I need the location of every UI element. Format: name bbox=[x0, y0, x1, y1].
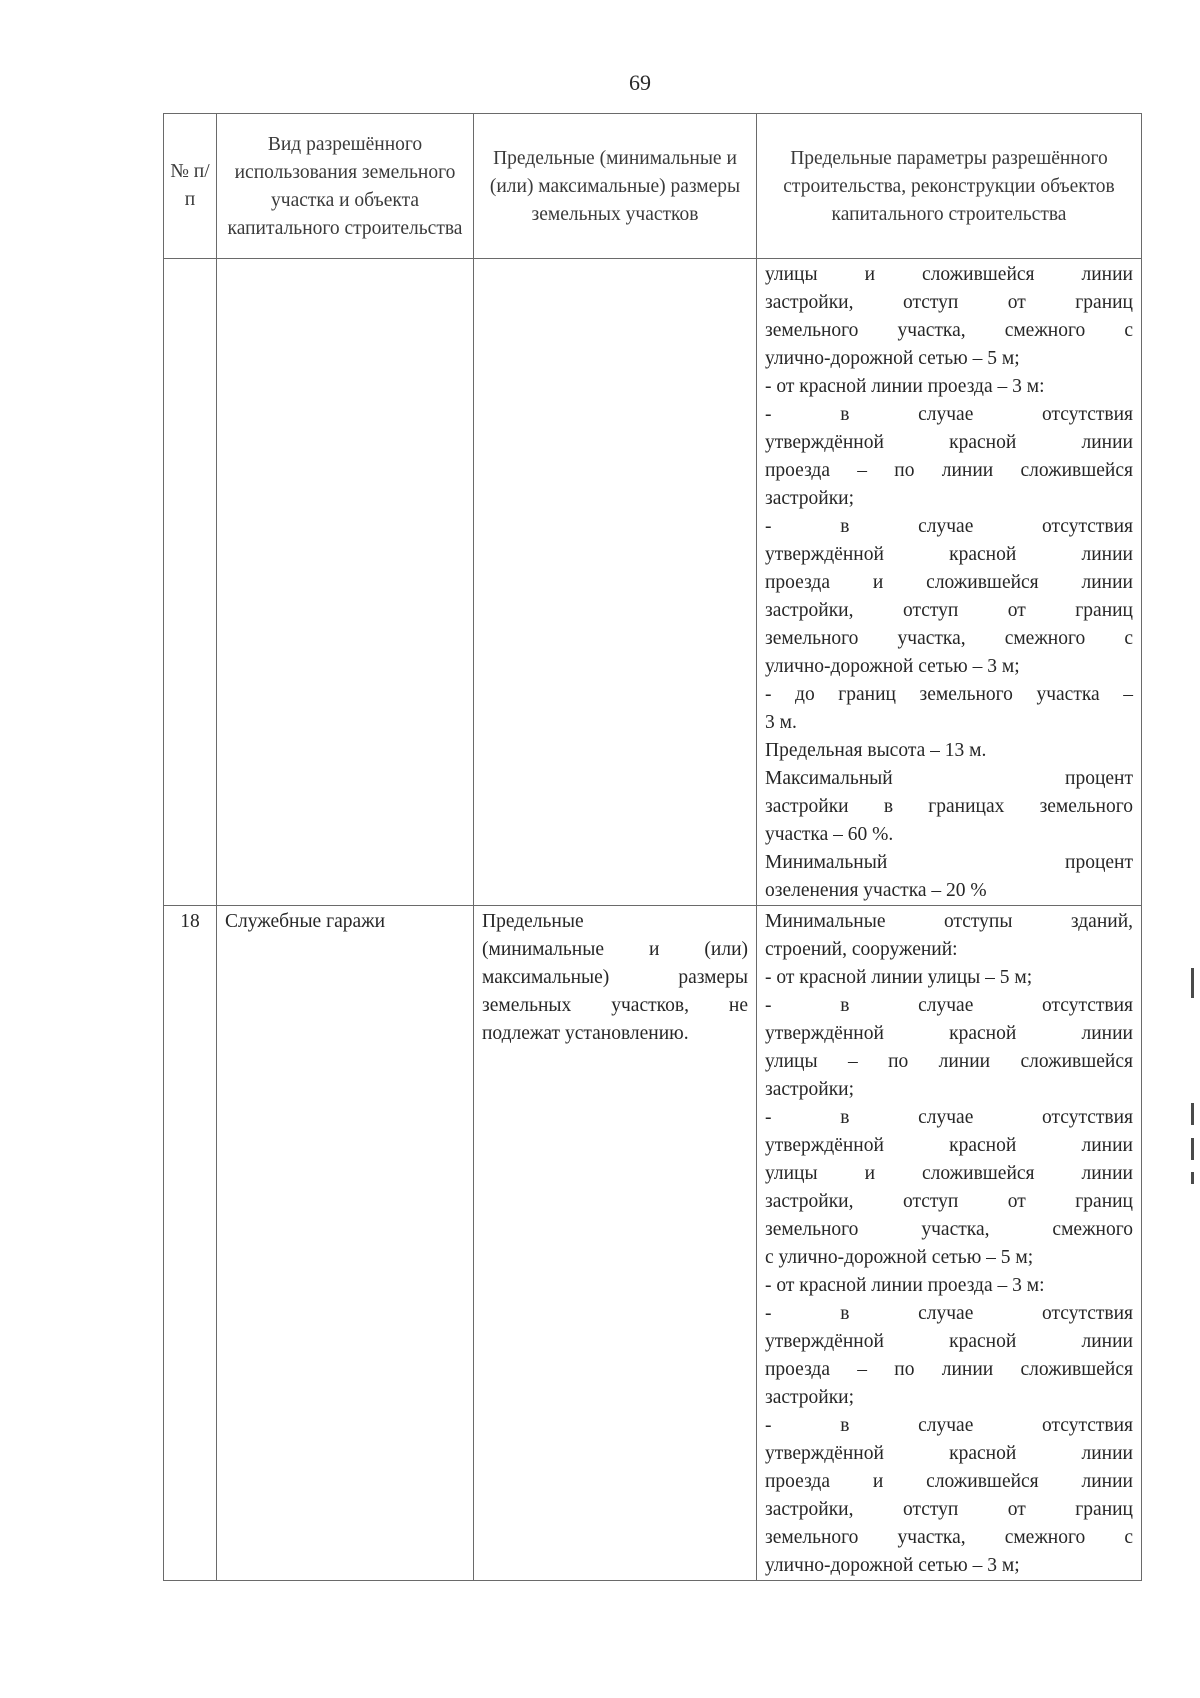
scan-edge-mark bbox=[1191, 1138, 1194, 1160]
param-line: застройки в границах земельного bbox=[765, 796, 1133, 817]
param-line: проезда – по линии сложившейся bbox=[765, 1359, 1133, 1380]
param-line: улицы – по линии сложившейся bbox=[765, 1051, 1133, 1072]
param-line: Минимальный процент bbox=[765, 852, 1133, 873]
param-line: - в случае отсутствия bbox=[765, 516, 1133, 537]
param-line: застройки; bbox=[765, 488, 855, 509]
size-line: максимальные) размеры bbox=[482, 967, 748, 988]
cell-usage-type bbox=[217, 259, 474, 906]
scan-edge-mark bbox=[1191, 1103, 1194, 1125]
table-row-18 bbox=[164, 906, 1142, 1581]
cell-num bbox=[164, 259, 217, 906]
param-line: - в случае отсутствия bbox=[765, 1107, 1133, 1128]
scan-edge-mark bbox=[1191, 968, 1194, 998]
cell-num: 18 bbox=[164, 906, 217, 1581]
param-line: строений, сооружений: bbox=[765, 939, 958, 960]
param-line: Максимальный процент bbox=[765, 768, 1133, 789]
param-line: улицы и сложившейся линии bbox=[765, 1163, 1133, 1184]
param-line: земельного участка, смежного bbox=[765, 1219, 1133, 1240]
param-line: проезда и сложившейся линии bbox=[765, 1471, 1133, 1492]
param-line: проезда – по линии сложившейся bbox=[765, 460, 1133, 481]
param-line: утверждённой красной линии bbox=[765, 1331, 1133, 1352]
scan-edge-mark bbox=[1191, 1172, 1194, 1184]
param-line: застройки, отступ от границ bbox=[765, 1191, 1133, 1212]
page-number: 69 bbox=[629, 70, 651, 95]
header-build-params: Предельные параметры разрешённого строительства, реконструкции объектов капитального строительства bbox=[757, 114, 1142, 259]
size-line: (минимальные и (или) bbox=[482, 939, 748, 960]
header-plot-sizes: Предельные (минимальные и (или) максимальные) размеры земельных участков bbox=[474, 114, 757, 259]
cell-build-params bbox=[757, 906, 1142, 1581]
param-line: озеленения участка – 20 % bbox=[765, 880, 987, 901]
param-line: - от красной линии проезда – 3 м: bbox=[765, 376, 1045, 397]
param-line: проезда и сложившейся линии bbox=[765, 572, 1133, 593]
param-line: - от красной линии улицы – 5 м; bbox=[765, 967, 1033, 988]
param-line: участка – 60 %. bbox=[765, 824, 894, 845]
param-line: - от красной линии проезда – 3 м: bbox=[765, 1275, 1045, 1296]
table-header-row bbox=[164, 114, 1142, 259]
regulations-table bbox=[163, 113, 1142, 1581]
size-line: земельных участков, не bbox=[482, 995, 748, 1016]
cell-plot-sizes bbox=[474, 259, 757, 906]
header-usage-type: Вид разрешённого использования земельного участка и объекта капитального строительства bbox=[217, 114, 474, 259]
param-line: застройки; bbox=[765, 1079, 855, 1100]
param-line: - в случае отсутствия bbox=[765, 995, 1133, 1016]
param-line: улично-дорожной сетью – 5 м; bbox=[765, 348, 1020, 369]
cell-usage-type: Служебные гаражи bbox=[217, 906, 474, 1581]
param-line: застройки, отступ от границ bbox=[765, 292, 1133, 313]
param-line: утверждённой красной линии bbox=[765, 1023, 1133, 1044]
param-line: с улично-дорожной сетью – 5 м; bbox=[765, 1247, 1034, 1268]
param-line: Предельная высота – 13 м. bbox=[765, 740, 987, 761]
param-line: утверждённой красной линии bbox=[765, 432, 1133, 453]
param-line: - до границ земельного участка – bbox=[765, 684, 1133, 705]
param-line: земельного участка, смежного с bbox=[765, 320, 1133, 341]
cell-build-params bbox=[757, 259, 1142, 906]
param-line: земельного участка, смежного с bbox=[765, 628, 1133, 649]
param-line: застройки; bbox=[765, 1387, 855, 1408]
param-line: - в случае отсутствия bbox=[765, 1303, 1133, 1324]
param-line: застройки, отступ от границ bbox=[765, 600, 1133, 621]
cell-plot-sizes bbox=[474, 906, 757, 1581]
size-line: Предельные bbox=[482, 911, 584, 932]
table-row-continued bbox=[164, 259, 1142, 906]
param-line: 3 м. bbox=[765, 712, 797, 733]
param-line: земельного участка, смежного с bbox=[765, 1527, 1133, 1548]
size-line: подлежат установлению. bbox=[482, 1023, 689, 1044]
param-line: утверждённой красной линии bbox=[765, 544, 1133, 565]
param-line: улично-дорожной сетью – 3 м; bbox=[765, 656, 1020, 677]
param-line: утверждённой красной линии bbox=[765, 1443, 1133, 1464]
param-line: утверждённой красной линии bbox=[765, 1135, 1133, 1156]
param-line: застройки, отступ от границ bbox=[765, 1499, 1133, 1520]
param-line: - в случае отсутствия bbox=[765, 404, 1133, 425]
param-line: улично-дорожной сетью – 3 м; bbox=[765, 1555, 1020, 1576]
header-num: № п/п bbox=[164, 114, 217, 259]
param-line: - в случае отсутствия bbox=[765, 1415, 1133, 1436]
param-line: Минимальные отступы зданий, bbox=[765, 911, 1133, 932]
param-line: улицы и сложившейся линии bbox=[765, 264, 1133, 285]
